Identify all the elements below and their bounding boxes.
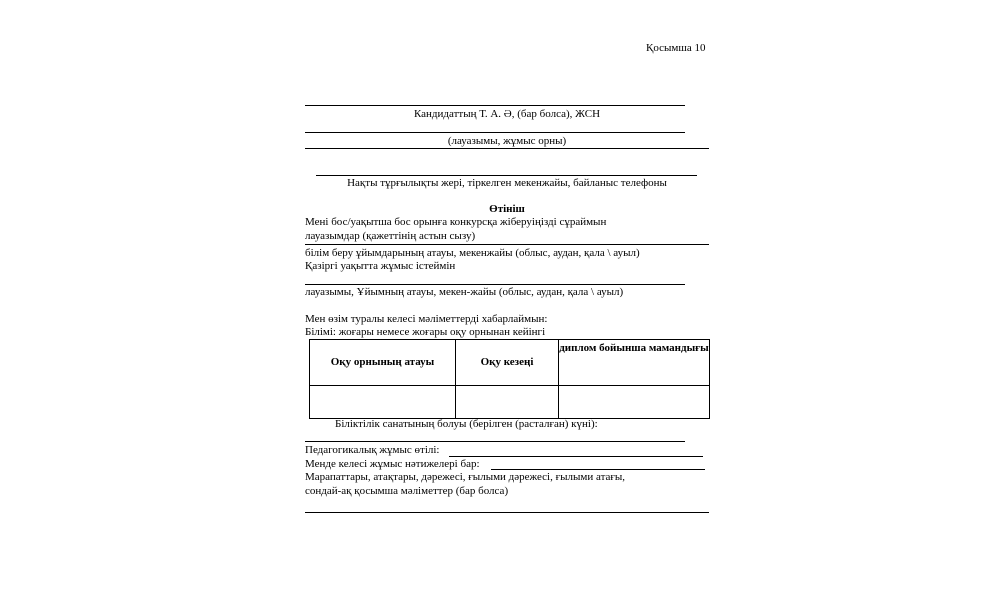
results-line[interactable] [491,469,705,470]
address-caption: Нақты тұрғылықты жері, тіркелген мекенжайы, байланыс телефоны [347,177,667,189]
institution-cell[interactable] [310,386,456,419]
awards-line-2: сондай-ақ қосымша мәліметтер (бар болса) [305,485,509,497]
column-header-period: Оқу кезеңі [456,340,559,386]
qualification-category-label: Біліктілік санатының болуы (берілген (расталған) күні): [335,418,598,430]
education-table [309,339,710,419]
organization-caption: білім беру ұйымдарының атауы, мекенжайы (облыс, аудан, қала \ ауыл) [305,247,640,259]
organization-line[interactable] [305,244,709,245]
experience-line[interactable] [449,456,703,457]
position-line-2[interactable] [305,148,709,149]
awards-line[interactable] [305,512,709,513]
column-header-institution: Оқу орнының атауы [310,340,456,386]
awards-line-1: Марапаттары, атақтары, дәрежесі, ғылыми дәрежесі, ғылыми атағы, [305,471,626,483]
results-label: Менде келесі жұмыс нәтижелері бар: [305,458,480,470]
current-work-caption: лауазымы, Ұйымның атауы, мекен-жайы (облыс, аудан, қала \ ауыл) [305,286,624,298]
appendix-label: Қосымша 10 [646,42,706,54]
qualification-category-line[interactable] [305,441,685,442]
position-line-1[interactable] [305,132,685,133]
current-work-label: Қазіргі уақытта жұмыс істеймін [305,260,456,272]
table-row [310,386,710,419]
info-intro: Мен өзім туралы келесі мәліметтерді хабарлаймын: [305,313,548,325]
education-table-header-row [310,340,710,386]
current-work-line[interactable] [305,284,685,285]
request-line-2: лауазымдар (қажеттінің астын сызу) [305,230,476,242]
position-caption: (лауазымы, жұмыс орны) [447,135,567,147]
specialty-cell[interactable] [559,386,710,419]
candidate-name-caption: Кандидаттың Т. А. Ә, (бар болса), ЖСН [413,108,601,120]
address-line[interactable] [316,175,697,176]
experience-label: Педагогикалық жұмыс өтілі: [305,444,440,456]
column-header-specialty: диплом бойынша мамандығы [559,340,710,386]
education-label: Білімі: жоғары немесе жоғары оқу орнынан кейінгі [305,326,546,338]
application-title: Өтініш [489,203,525,215]
period-cell[interactable] [456,386,559,419]
request-line-1: Мені бос/уақытша бос орынға конкурсқа жіберуіңізді сұраймын [305,216,607,228]
candidate-name-line[interactable] [305,105,685,106]
